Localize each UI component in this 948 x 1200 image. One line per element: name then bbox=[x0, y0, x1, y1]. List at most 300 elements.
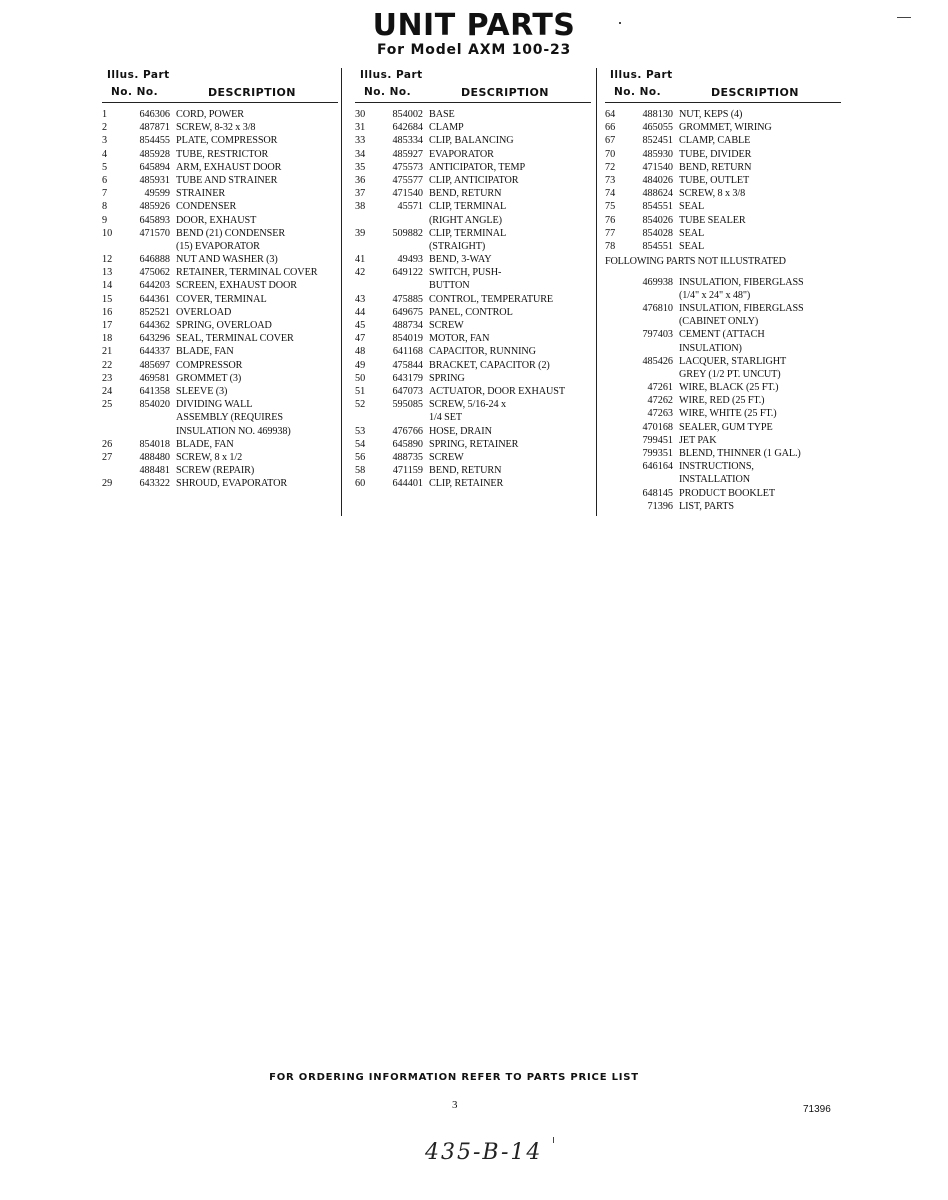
part-number: 644401 bbox=[392, 478, 423, 490]
part-row bbox=[102, 398, 338, 411]
illus-number: 10 bbox=[102, 227, 113, 239]
part-row bbox=[355, 464, 591, 477]
blank-number bbox=[605, 407, 627, 420]
illus-number: 64 bbox=[605, 109, 616, 120]
part-description: WIRE, WHITE (25 FT.) bbox=[679, 408, 777, 420]
part-number bbox=[627, 473, 679, 486]
header-rule bbox=[102, 102, 338, 103]
part-description: TUBE, OUTLET bbox=[679, 174, 750, 186]
part-description: BEND, RETURN bbox=[679, 161, 752, 173]
illus-number: 50 bbox=[355, 372, 366, 384]
parts-column-1 bbox=[102, 66, 338, 490]
blank-number bbox=[605, 276, 627, 289]
part-description: CLIP, TERMINAL bbox=[429, 201, 507, 213]
part-description: INSULATION NO. 469938) bbox=[176, 425, 291, 437]
part-description: SPRING bbox=[429, 372, 465, 384]
part-number: 47261 bbox=[647, 382, 673, 394]
part-number: 485928 bbox=[139, 148, 170, 160]
part-number bbox=[124, 240, 176, 253]
part-row bbox=[355, 227, 591, 240]
part-number: 465055 bbox=[642, 122, 673, 134]
part-row bbox=[102, 214, 338, 227]
part-description: WIRE, RED (25 FT.) bbox=[679, 395, 765, 407]
part-row bbox=[605, 174, 841, 187]
part-description: SEALER, GUM TYPE bbox=[679, 421, 773, 433]
part-row bbox=[355, 385, 591, 398]
blank-number bbox=[605, 302, 627, 315]
blank-number bbox=[605, 381, 627, 394]
illus-number: 53 bbox=[355, 425, 366, 437]
part-row bbox=[102, 227, 338, 240]
part-number: 595085 bbox=[392, 399, 423, 411]
blank-number bbox=[605, 447, 627, 460]
part-description: COMPRESSOR bbox=[176, 359, 243, 371]
illus-number: 3 bbox=[102, 135, 108, 147]
part-row bbox=[605, 434, 841, 447]
part-row bbox=[605, 187, 841, 200]
description-label: DESCRIPTION bbox=[711, 86, 799, 99]
part-description: HOSE, DRAIN bbox=[429, 425, 492, 437]
illus-number: 75 bbox=[605, 201, 616, 213]
part-row bbox=[102, 187, 338, 200]
part-row bbox=[355, 345, 591, 358]
part-number: 487871 bbox=[139, 122, 170, 134]
illus-number: 16 bbox=[102, 306, 113, 318]
part-number: 854028 bbox=[642, 227, 673, 239]
part-row bbox=[355, 398, 591, 411]
part-number: 643179 bbox=[392, 372, 423, 384]
part-row bbox=[355, 200, 591, 213]
part-number: 471540 bbox=[392, 188, 423, 200]
illus-number: 38 bbox=[355, 201, 366, 213]
illus-number: 41 bbox=[355, 254, 366, 266]
part-description: CLIP, TERMINAL bbox=[429, 227, 507, 239]
part-description: SPRING, OVERLOAD bbox=[176, 320, 272, 331]
part-number: 485931 bbox=[139, 174, 170, 186]
part-number: 485926 bbox=[139, 201, 170, 213]
part-row bbox=[102, 293, 338, 306]
part-number: 641358 bbox=[139, 385, 170, 397]
part-row bbox=[102, 253, 338, 266]
part-number: 71396 bbox=[647, 500, 673, 512]
part-description: JET PAK bbox=[679, 434, 717, 446]
part-description: BEND, RETURN bbox=[429, 465, 502, 477]
part-number: 646164 bbox=[642, 461, 673, 473]
part-description: SCREW, 8 x 3/8 bbox=[679, 188, 746, 200]
part-description: CONTROL, TEMPERATURE bbox=[429, 293, 554, 305]
illus-number: 7 bbox=[102, 188, 108, 200]
illus-number: 77 bbox=[605, 227, 616, 239]
part-row bbox=[605, 487, 841, 500]
part-number: 485697 bbox=[139, 359, 170, 371]
part-row bbox=[605, 108, 841, 121]
part-row bbox=[355, 332, 591, 345]
page-title: UNIT PARTS bbox=[372, 8, 576, 43]
part-number: 469581 bbox=[139, 372, 170, 384]
part-description: GROMMET, WIRING bbox=[679, 122, 772, 134]
blank-number bbox=[605, 315, 627, 328]
part-number: 45571 bbox=[397, 201, 423, 213]
illus-number: 15 bbox=[102, 293, 113, 305]
part-row bbox=[102, 134, 338, 147]
part-number: 484026 bbox=[642, 174, 673, 186]
part-row bbox=[355, 148, 591, 161]
part-description: WIRE, BLACK (25 FT.) bbox=[679, 382, 779, 394]
blank-number bbox=[605, 289, 627, 302]
part-description: TUBE AND STRAINER bbox=[176, 174, 278, 186]
illus-number: 42 bbox=[355, 267, 366, 279]
illus-number: 34 bbox=[355, 148, 366, 160]
illus-number: 70 bbox=[605, 148, 616, 160]
parts-rows bbox=[102, 104, 338, 490]
no-no-label: No. No. bbox=[111, 86, 159, 98]
part-row bbox=[355, 293, 591, 306]
header-rule bbox=[355, 102, 591, 103]
parts-rows bbox=[355, 104, 591, 490]
part-number: 854551 bbox=[642, 240, 673, 252]
part-number: 854026 bbox=[642, 214, 673, 226]
illus-number: 22 bbox=[102, 359, 113, 371]
illus-number: 51 bbox=[355, 385, 366, 397]
part-number: 647073 bbox=[392, 385, 423, 397]
part-description: SCREW bbox=[429, 451, 464, 463]
part-number: 49493 bbox=[397, 254, 423, 266]
illus-number bbox=[102, 411, 124, 424]
column-divider bbox=[341, 68, 342, 516]
parts-rows bbox=[605, 104, 841, 253]
illus-number: 25 bbox=[102, 399, 113, 411]
part-row bbox=[102, 477, 338, 490]
illus-number bbox=[355, 240, 377, 253]
illus-number: 76 bbox=[605, 214, 616, 226]
part-row bbox=[605, 240, 841, 253]
illus-number: 37 bbox=[355, 188, 366, 200]
part-row bbox=[605, 276, 841, 289]
illus-number: 36 bbox=[355, 174, 366, 186]
part-row bbox=[355, 359, 591, 372]
part-row bbox=[355, 306, 591, 319]
illus-number: 58 bbox=[355, 465, 366, 477]
part-row bbox=[605, 381, 841, 394]
part-description: SEAL bbox=[679, 201, 705, 213]
part-row bbox=[605, 500, 841, 513]
part-description: CLIP, ANTICIPATOR bbox=[429, 174, 519, 186]
part-description: DOOR, EXHAUST bbox=[176, 214, 257, 226]
illus-number: 23 bbox=[102, 372, 113, 384]
part-row bbox=[355, 477, 591, 490]
part-description: BEND (21) CONDENSER bbox=[176, 227, 286, 239]
illus-number: 30 bbox=[355, 109, 366, 120]
part-number: 476810 bbox=[642, 302, 673, 314]
part-number bbox=[627, 342, 679, 355]
part-description: SCREW, 5/16-24 x bbox=[429, 399, 506, 411]
part-row bbox=[102, 332, 338, 345]
illus-number: 13 bbox=[102, 267, 113, 279]
part-number: 488480 bbox=[139, 451, 170, 463]
part-row bbox=[355, 411, 591, 424]
part-number: 644203 bbox=[139, 280, 170, 292]
part-description: COVER, TERMINAL bbox=[176, 293, 267, 305]
part-description: TUBE, DIVIDER bbox=[679, 148, 752, 160]
part-description: CEMENT (ATTACH bbox=[679, 329, 765, 341]
illus-number: 72 bbox=[605, 161, 616, 173]
illus-number: 14 bbox=[102, 280, 113, 292]
blank-number bbox=[605, 487, 627, 500]
part-number: 488735 bbox=[392, 451, 423, 463]
parts-column-3 bbox=[605, 66, 841, 513]
part-number: 649122 bbox=[392, 267, 423, 279]
illus-number: 56 bbox=[355, 451, 366, 463]
blank-number bbox=[605, 328, 627, 341]
illus-number bbox=[355, 279, 377, 292]
part-description: SLEEVE (3) bbox=[176, 385, 228, 397]
part-number: 799451 bbox=[642, 434, 673, 446]
part-row bbox=[102, 319, 338, 332]
part-number bbox=[124, 425, 176, 438]
column-header bbox=[102, 66, 338, 104]
part-description: SCREW (REPAIR) bbox=[176, 465, 255, 477]
part-row bbox=[605, 289, 841, 302]
part-description: INSTRUCTIONS, bbox=[679, 461, 754, 473]
part-row bbox=[605, 302, 841, 315]
illus-number: 18 bbox=[102, 333, 113, 345]
handwritten-note: 435-B-14 bbox=[425, 1140, 543, 1165]
illus-number: 39 bbox=[355, 227, 366, 239]
part-number bbox=[627, 315, 679, 328]
illus-number: 31 bbox=[355, 122, 366, 134]
illus-number: 5 bbox=[102, 161, 108, 173]
illus-number: 60 bbox=[355, 478, 366, 490]
description-label: DESCRIPTION bbox=[461, 86, 549, 99]
part-description: NUT, KEPS (4) bbox=[679, 109, 743, 120]
blank-number bbox=[605, 434, 627, 447]
part-row bbox=[355, 121, 591, 134]
part-row bbox=[102, 372, 338, 385]
part-description: GROMMET (3) bbox=[176, 372, 242, 384]
part-description: BUTTON bbox=[429, 280, 470, 292]
part-number: 799351 bbox=[642, 448, 673, 459]
part-number bbox=[627, 289, 679, 302]
part-description: CORD, POWER bbox=[176, 109, 244, 120]
part-row bbox=[355, 438, 591, 451]
part-number: 646888 bbox=[139, 254, 170, 266]
part-number: 476766 bbox=[392, 425, 423, 437]
not-illustrated-heading: FOLLOWING PARTS NOT ILLUSTRATED bbox=[605, 256, 786, 268]
illus-number bbox=[102, 464, 124, 477]
part-row bbox=[102, 240, 338, 253]
column-header bbox=[605, 66, 841, 104]
part-description: CLIP, RETAINER bbox=[429, 478, 504, 490]
part-description: ACTUATOR, DOOR EXHAUST bbox=[429, 385, 565, 397]
illus-number: 1 bbox=[102, 109, 108, 120]
document-number: 71396 bbox=[803, 1104, 831, 1115]
illus-number: 12 bbox=[102, 254, 113, 266]
part-description: (15) EVAPORATOR bbox=[176, 240, 260, 252]
part-number bbox=[124, 411, 176, 424]
part-description: CONDENSER bbox=[176, 201, 237, 213]
part-row bbox=[355, 266, 591, 279]
part-number: 475885 bbox=[392, 293, 423, 305]
part-row bbox=[605, 328, 841, 341]
illus-number: 44 bbox=[355, 306, 366, 318]
part-number bbox=[377, 411, 429, 424]
part-description: INSULATION) bbox=[679, 342, 742, 354]
illus-number bbox=[355, 214, 377, 227]
part-number: 641168 bbox=[392, 346, 423, 358]
part-description: SHROUD, EVAPORATOR bbox=[176, 478, 288, 490]
illus-number: 67 bbox=[605, 135, 616, 147]
part-description: MOTOR, FAN bbox=[429, 333, 490, 345]
blank-number bbox=[605, 500, 627, 513]
column-divider bbox=[596, 68, 597, 516]
part-row bbox=[605, 368, 841, 381]
illus-number: 45 bbox=[355, 320, 366, 331]
part-description: BEND, 3-WAY bbox=[429, 254, 492, 266]
part-description: (CABINET ONLY) bbox=[679, 316, 759, 328]
part-row bbox=[355, 253, 591, 266]
blank-number bbox=[605, 421, 627, 434]
part-number: 852451 bbox=[642, 135, 673, 147]
blank-number bbox=[605, 368, 627, 381]
column-header bbox=[355, 66, 591, 104]
illus-number bbox=[355, 411, 377, 424]
parts-column-2 bbox=[355, 66, 591, 490]
part-row bbox=[102, 438, 338, 451]
part-row bbox=[605, 121, 841, 134]
illus-number: 24 bbox=[102, 385, 113, 397]
part-row bbox=[605, 473, 841, 486]
part-description: NUT AND WASHER (3) bbox=[176, 254, 278, 266]
part-number: 475577 bbox=[392, 174, 423, 186]
part-row bbox=[355, 108, 591, 121]
part-description: OVERLOAD bbox=[176, 306, 232, 318]
blank-number bbox=[605, 342, 627, 355]
part-number: 854002 bbox=[392, 109, 423, 120]
blank-number bbox=[605, 394, 627, 407]
part-row bbox=[355, 372, 591, 385]
part-row bbox=[102, 108, 338, 121]
part-description: SEAL, TERMINAL COVER bbox=[176, 333, 294, 345]
illus-number: 8 bbox=[102, 201, 108, 213]
part-description: PANEL, CONTROL bbox=[429, 306, 513, 318]
part-description: SCREW, 8-32 x 3/8 bbox=[176, 122, 256, 134]
part-description: SWITCH, PUSH- bbox=[429, 267, 502, 279]
illus-number: 9 bbox=[102, 214, 108, 226]
part-description: SEAL bbox=[679, 227, 705, 239]
part-description: INSTALLATION bbox=[679, 474, 750, 486]
part-description: (1/4" x 24" x 48") bbox=[679, 289, 751, 301]
part-number: 645890 bbox=[392, 438, 423, 450]
part-row bbox=[355, 161, 591, 174]
part-description: BASE bbox=[429, 109, 455, 120]
part-row bbox=[102, 385, 338, 398]
part-number: 47263 bbox=[647, 408, 673, 420]
part-number: 648145 bbox=[642, 487, 673, 499]
part-number: 485334 bbox=[392, 135, 423, 147]
part-row bbox=[605, 161, 841, 174]
part-number: 852521 bbox=[139, 306, 170, 318]
part-number: 475844 bbox=[392, 359, 423, 371]
part-row bbox=[102, 345, 338, 358]
part-number: 47262 bbox=[647, 395, 673, 407]
part-number bbox=[377, 214, 429, 227]
illus-number: 2 bbox=[102, 122, 108, 134]
part-description: BLADE, FAN bbox=[176, 438, 234, 450]
blank-number bbox=[605, 355, 627, 368]
illus-number: 43 bbox=[355, 293, 366, 305]
part-number: 854018 bbox=[139, 438, 170, 450]
part-number: 643296 bbox=[139, 333, 170, 345]
part-description: INSULATION, FIBERGLASS bbox=[679, 276, 804, 288]
part-row bbox=[605, 200, 841, 213]
scan-speck bbox=[897, 17, 911, 18]
illus-part-label: Illus. Part bbox=[610, 69, 673, 81]
part-row bbox=[605, 355, 841, 368]
illus-number: 29 bbox=[102, 478, 113, 490]
part-description: ASSEMBLY (REQUIRES bbox=[176, 412, 283, 424]
part-description: (RIGHT ANGLE) bbox=[429, 214, 502, 226]
part-description: EVAPORATOR bbox=[429, 148, 494, 160]
part-number: 644362 bbox=[139, 320, 170, 331]
part-description: ANTICIPATOR, TEMP bbox=[429, 161, 526, 173]
part-number: 644361 bbox=[139, 293, 170, 305]
part-description: LACQUER, STARLIGHT bbox=[679, 355, 787, 367]
part-number: 488624 bbox=[642, 188, 673, 200]
part-row bbox=[605, 148, 841, 161]
part-row bbox=[355, 187, 591, 200]
illus-number: 35 bbox=[355, 161, 366, 173]
part-row bbox=[605, 447, 841, 460]
part-description: PRODUCT BOOKLET bbox=[679, 487, 775, 499]
blank-number bbox=[605, 460, 627, 473]
part-description: CLAMP bbox=[429, 122, 464, 134]
illus-number: 33 bbox=[355, 135, 366, 147]
no-no-label: No. No. bbox=[364, 86, 412, 98]
part-row bbox=[605, 315, 841, 328]
part-description: RETAINER, TERMINAL COVER bbox=[176, 267, 318, 279]
part-row bbox=[355, 240, 591, 253]
part-row bbox=[355, 279, 591, 292]
illus-number: 17 bbox=[102, 320, 113, 331]
scan-speck bbox=[553, 1137, 554, 1143]
part-number: 854019 bbox=[392, 333, 423, 345]
illus-number bbox=[102, 425, 124, 438]
illus-number: 73 bbox=[605, 174, 616, 186]
illus-number: 26 bbox=[102, 438, 113, 450]
illus-number: 21 bbox=[102, 346, 113, 358]
part-description: (STRAIGHT) bbox=[429, 240, 486, 252]
part-row bbox=[355, 451, 591, 464]
illus-number: 66 bbox=[605, 122, 616, 134]
part-number: 469938 bbox=[642, 276, 673, 288]
part-number bbox=[627, 368, 679, 381]
not-illustrated-rows bbox=[605, 270, 841, 513]
part-row bbox=[605, 134, 841, 147]
part-description: SCREW, 8 x 1/2 bbox=[176, 451, 243, 463]
part-number: 475573 bbox=[392, 161, 423, 173]
part-number: 645894 bbox=[139, 161, 170, 173]
part-description: TUBE SEALER bbox=[679, 214, 746, 226]
part-description: CLIP, BALANCING bbox=[429, 135, 514, 147]
part-number: 488130 bbox=[642, 109, 673, 120]
part-row bbox=[102, 121, 338, 134]
part-number: 470168 bbox=[642, 421, 673, 433]
page-number: 3 bbox=[452, 1099, 458, 1111]
part-description: 1/4 SET bbox=[429, 412, 462, 424]
part-number: 485426 bbox=[642, 355, 673, 367]
illus-number: 4 bbox=[102, 148, 108, 160]
part-description: INSULATION, FIBERGLASS bbox=[679, 302, 804, 314]
